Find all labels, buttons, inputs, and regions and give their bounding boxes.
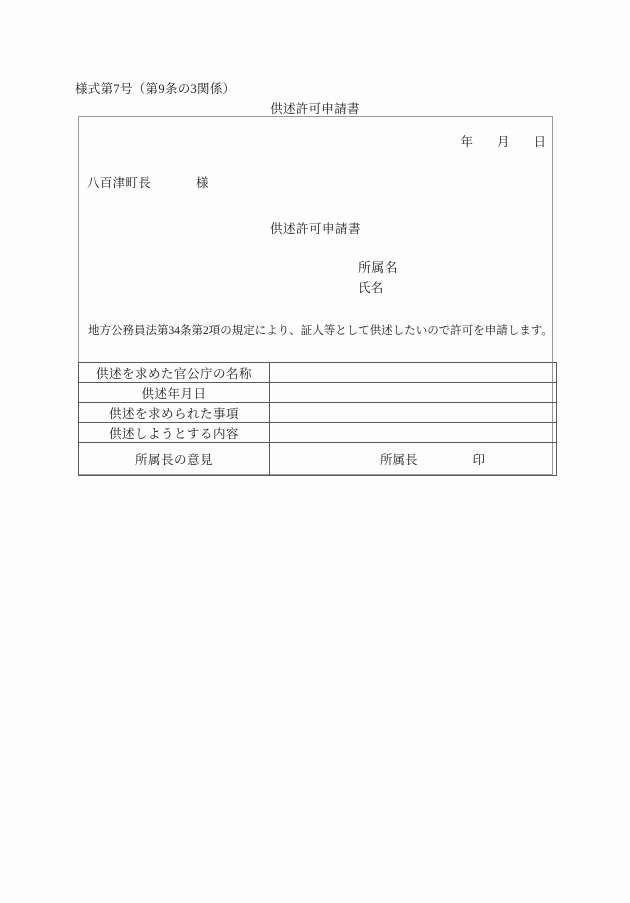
table-row-opinion (79, 443, 557, 476)
table-row (79, 423, 557, 443)
row-label-testimony-content: 供述しようとする内容 (79, 423, 270, 443)
name-label: 氏名 (358, 281, 384, 295)
details-table (78, 362, 557, 476)
form-title: 供述許可申請書 (269, 222, 361, 236)
table-row (79, 403, 557, 423)
declaration-text: 地方公務員法第34条第2項の規定により、証人等として供述したいので許可を申請します。 (88, 325, 553, 337)
row-value-supervisor-opinion (270, 443, 557, 476)
date-line (460, 132, 546, 150)
application-form-box (78, 116, 553, 475)
row-label-testimony-date: 供述年月日 (79, 383, 270, 403)
year-label: 年 (460, 135, 473, 149)
table-row (79, 383, 557, 403)
row-label-supervisor-opinion: 所属長の意見 (79, 443, 270, 476)
addressee-honorific: 様 (196, 176, 209, 190)
addressee-name: 八百津町長 (87, 176, 152, 190)
row-value-requested-matters (270, 403, 557, 423)
addressee-line (87, 173, 209, 191)
row-label-requested-matters: 供述を求められた事項 (79, 403, 270, 423)
table-row (79, 363, 557, 383)
row-value-agency-name (270, 363, 557, 383)
form-number: 様式第7号（第9条の3関係） (75, 82, 236, 96)
seal-label: 印 (472, 453, 486, 467)
month-label: 月 (496, 135, 510, 149)
row-value-testimony-date (270, 383, 557, 403)
row-label-agency-name: 供述を求めた官公庁の名称 (79, 363, 270, 383)
affiliation-label: 所属名 (358, 260, 398, 275)
supervisor-seal-line (270, 450, 556, 468)
day-label: 日 (533, 135, 546, 149)
row-value-testimony-content (270, 423, 557, 443)
page-title: 供述許可申請書 (270, 102, 360, 116)
supervisor-label: 所属長 (380, 453, 418, 467)
